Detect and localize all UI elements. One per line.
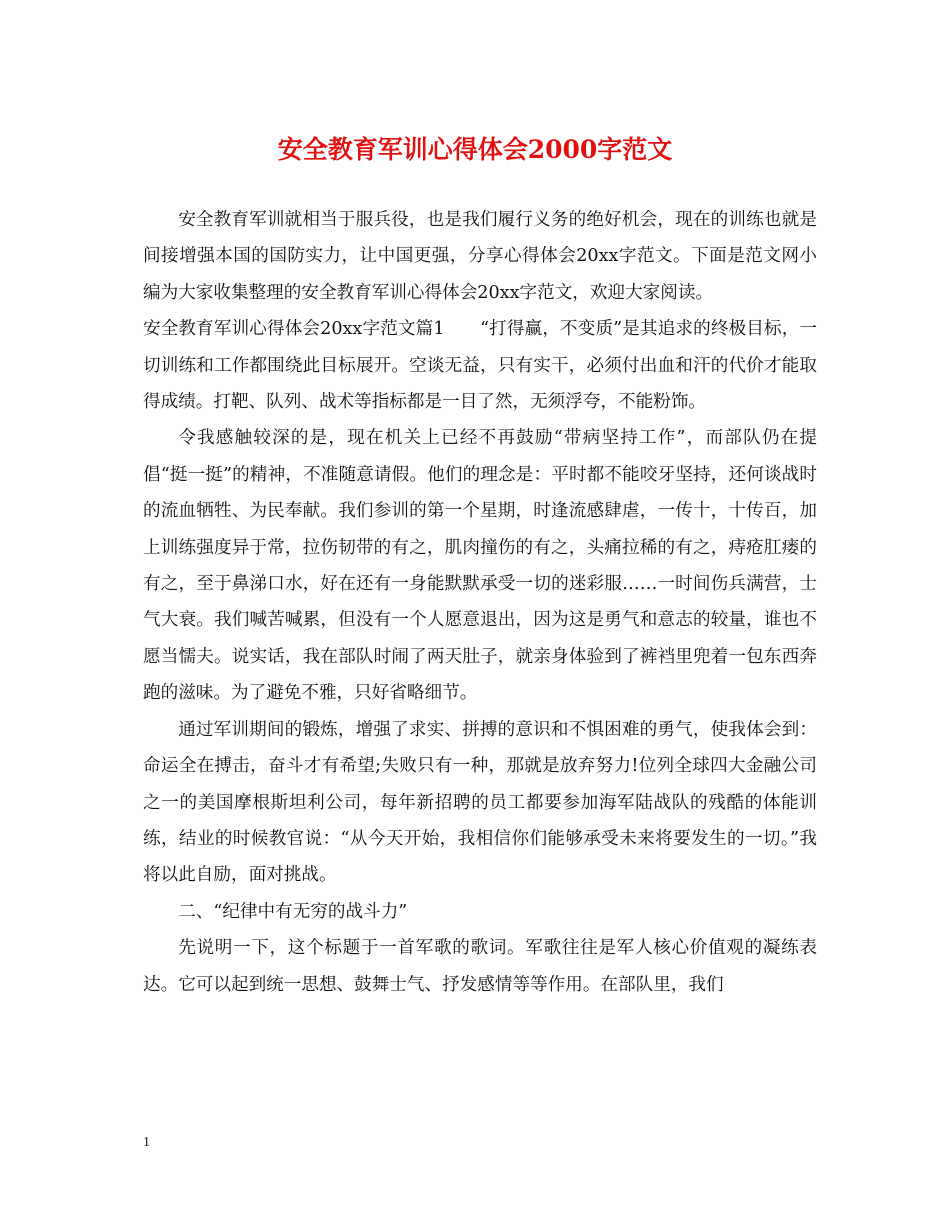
document-body — [143, 202, 817, 1003]
document-title: 安全教育军训心得体会2000字范文 — [277, 135, 673, 164]
section-heading-discipline: 二、“纪律中有无穷的战斗力” — [178, 901, 408, 922]
paragraph-training-result: 通过军训期间的锻炼，增强了求实、拼搏的意识和不惧困难的勇气，使我体会到：命运全在搏击，奋斗才有希望;失败只有一种，那就是放弃努力!位列全球四大金融公司之一的美国摩根斯坦利公司，每年新招聘的员工都要参加海军陆战队的残酷的体能训练，结业的时候教官说：“从今天开始，我相信你们能够承受未来将要发生的一切。”我将以此自励，面对挑战。 — [143, 719, 817, 886]
page-number: 1 — [143, 1135, 150, 1150]
paragraph-experience: 令我感触较深的是，现在机关上已经不再鼓励“带病坚持工作”，而部队仍在提倡“挺一挺”的精神，不准随意请假。他们的理念是：平时都不能咬牙坚持，还何谈战时的流血牺牲、为民奉献。我们参训的第一个星期，时逢流感肆虐，一传十，十传百，加上训练强度异于常，拉伤韧带的有之，肌肉撞伤的有之，头痛拉稀的有之，痔疮肛瘘的有之，至于鼻涕口水，好在还有一身能默默承受一切的迷彩服……一时间伤兵满营，士气大衰。我们喊苦喊累，但没有一个人愿意退出，因为这是勇气和意志的较量，谁也不愿当懦夫。说实话，我在部队时闹了两天肚子，就亲身体验到了裤裆里兜着一包东西奔跑的滋味。为了避免不雅，只好省略细节。 — [143, 428, 817, 704]
paragraph-intro: 安全教育军训就相当于服兵役，也是我们履行义务的绝好机会，现在的训练也就是间接增强本国的国防实力，让中国更强，分享心得体会20xx字范文。下面是范文网小编为大家收集整理的安全教育军训心得体会20xx字范文，欢迎大家阅读。 — [143, 210, 817, 303]
paragraph-military-song: 先说明一下，这个标题于一首军歌的歌词。军歌往往是军人核心价值观的凝练表达。它可以起到统一思想、鼓舞士气、抒发感情等等作用。在部队里，我们 — [143, 938, 817, 995]
paragraph-section-1: 安全教育军训心得体会20xx字范文篇1 “打得赢，不变质”是其追求的终极目标，一切训练和工作都围绕此目标展开。空谈无益，只有实干，必须付出血和汗的代价才能取得成绩。打靶、队列、战术等指标都是一目了然，无须浮夸，不能粉饰。 — [143, 319, 817, 413]
